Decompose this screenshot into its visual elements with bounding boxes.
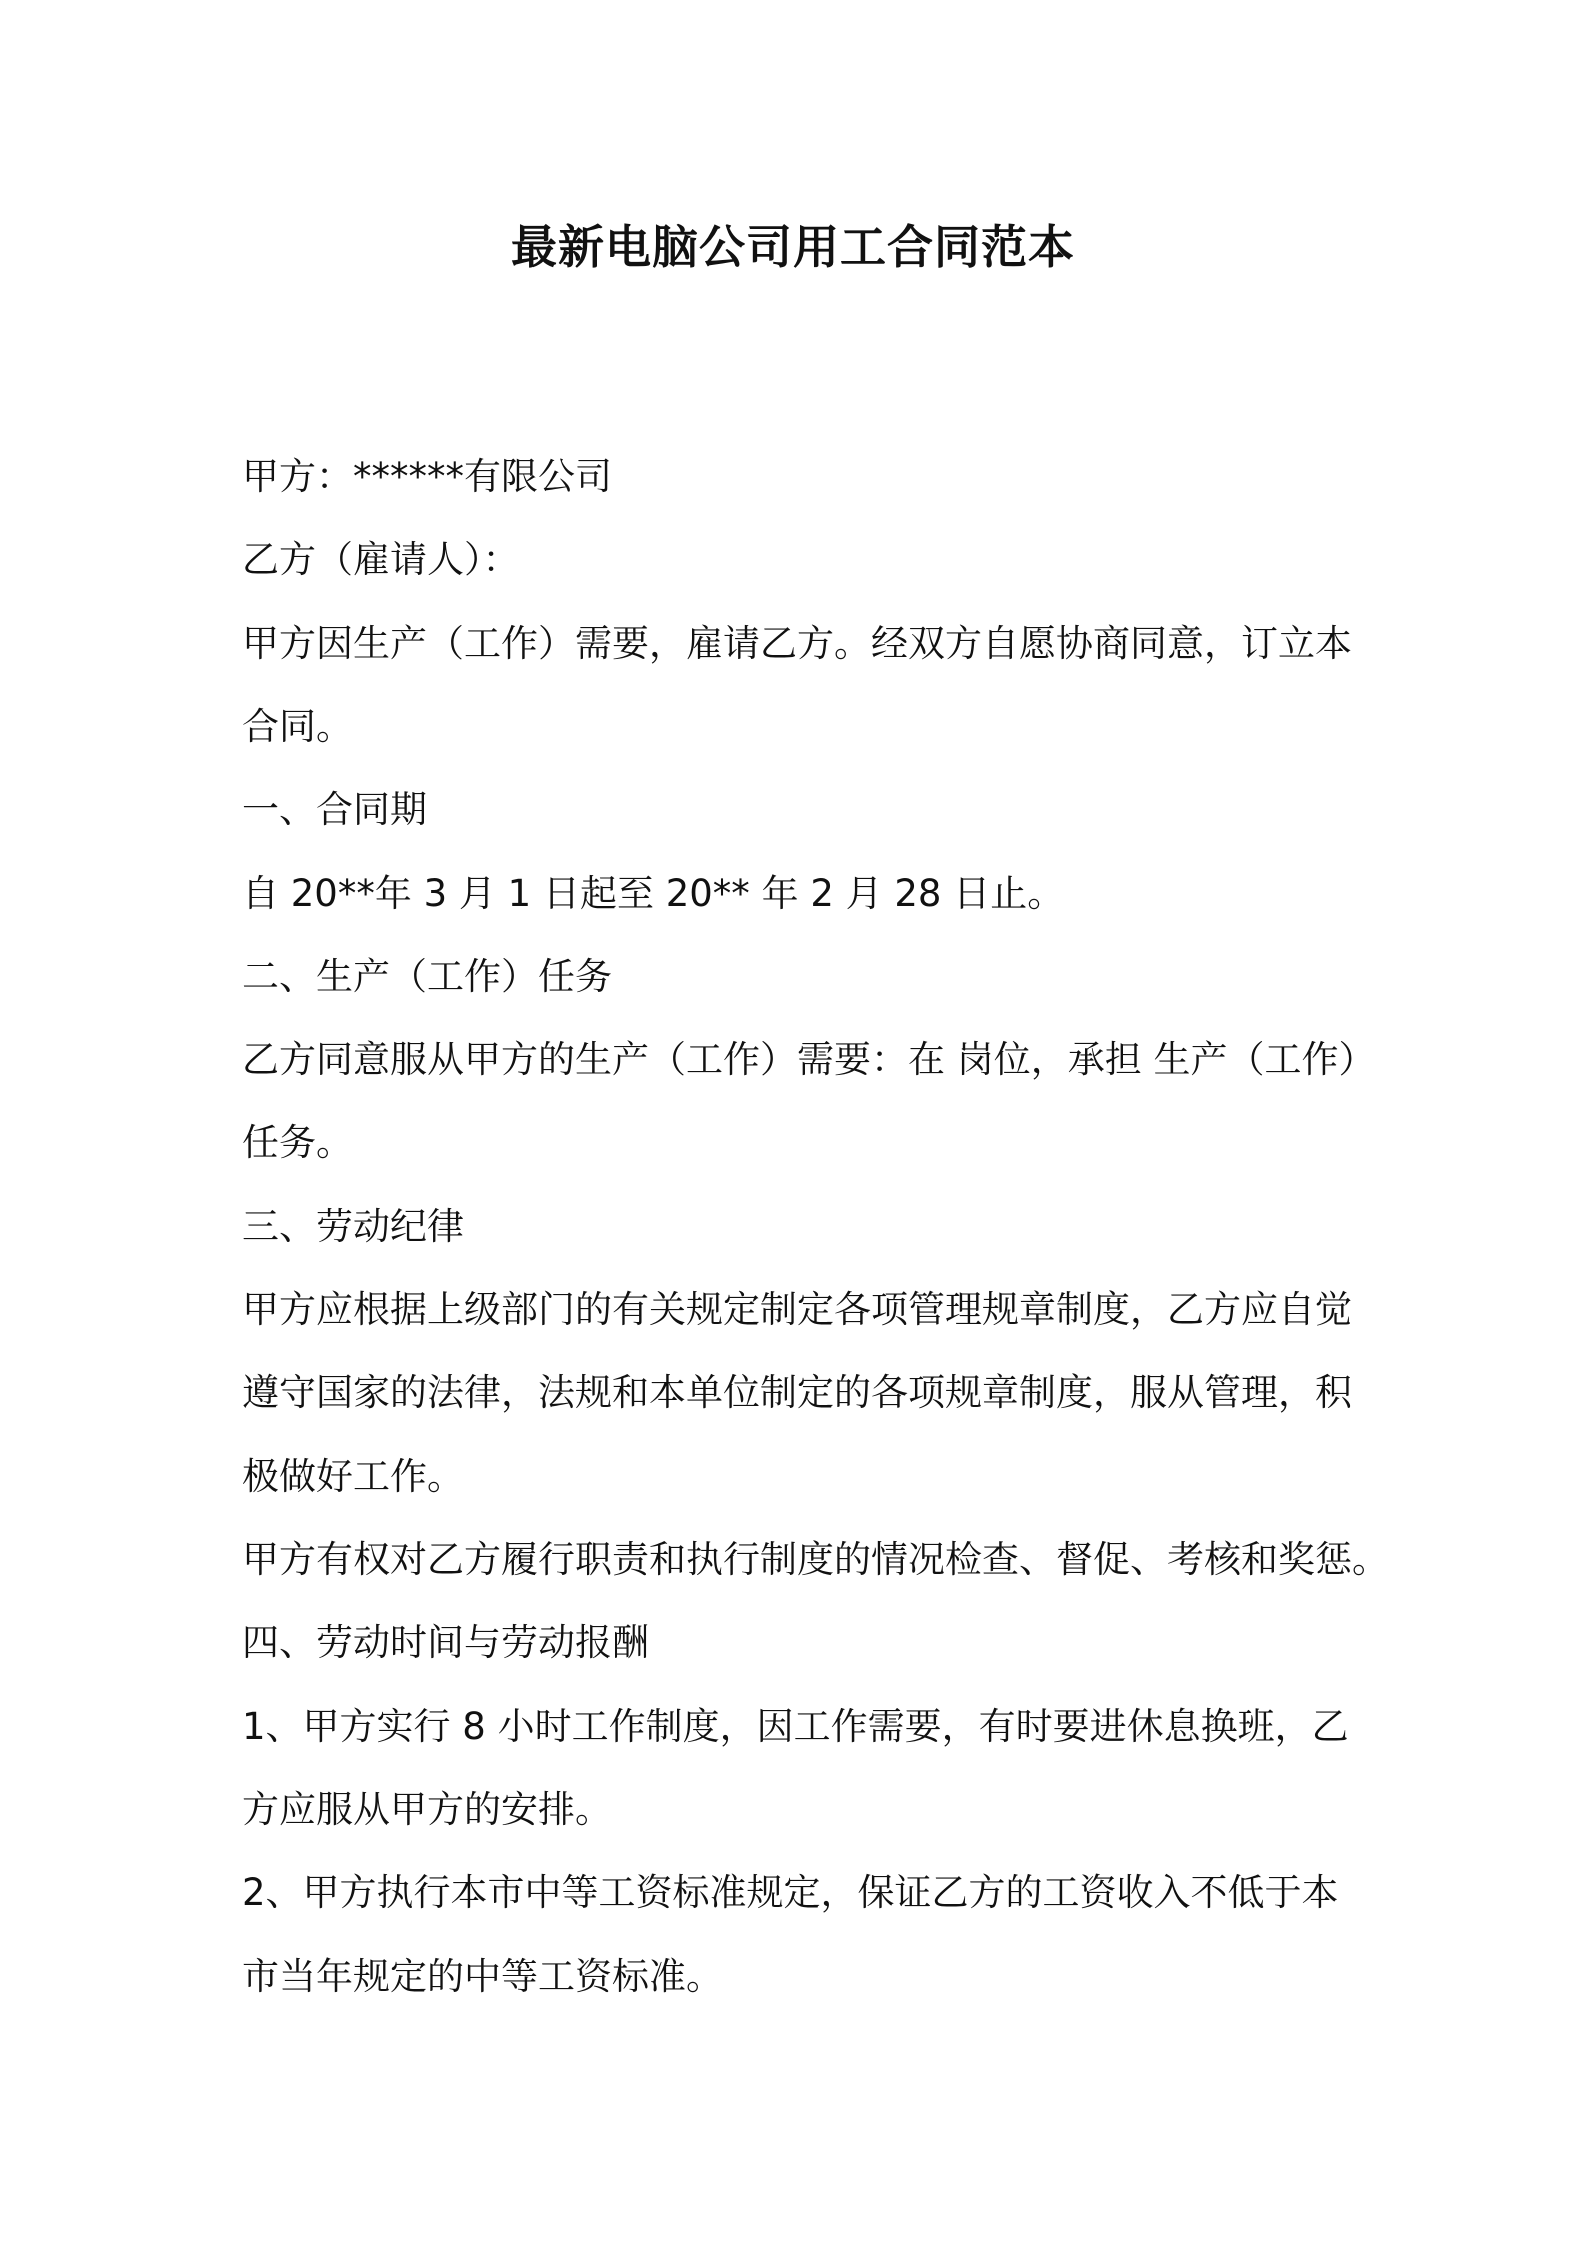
preamble-line: 合同。 <box>242 705 353 748</box>
paragraph-line: 甲方有权对乙方履行职责和执行制度的情况检查、督促、考核和奖惩。 <box>242 1538 1389 1581</box>
document-title: 最新电脑公司用工合同范本 <box>511 220 1075 274</box>
paragraph-line: 市当年规定的中等工资标准。 <box>242 1955 723 1998</box>
party-a-line: 甲方：******有限公司 <box>242 455 612 498</box>
paragraph-line: 方应服从甲方的安排。 <box>242 1788 612 1831</box>
paragraph-line: 1、甲方实行 8 小时工作制度，因工作需要，有时要进休息换班，乙 <box>242 1705 1349 1748</box>
section-heading: 二、生产（工作）任务 <box>242 955 612 998</box>
section-heading: 四、劳动时间与劳动报酬 <box>242 1621 649 1664</box>
section-heading: 一、合同期 <box>242 788 427 831</box>
party-b-line: 乙方（雇请人）： <box>242 538 520 581</box>
paragraph-line: 自 20**年 3 月 1 日起至 20** 年 2 月 28 日止。 <box>242 872 1065 915</box>
paragraph-line: 遵守国家的法律，法规和本单位制定的各项规章制度，服从管理，积 <box>242 1371 1352 1414</box>
paragraph-line: 任务。 <box>242 1121 353 1164</box>
paragraph-line: 极做好工作。 <box>242 1455 464 1498</box>
paragraph-line: 乙方同意服从甲方的生产（工作）需要：在 岗位，承担 生产（工作） <box>242 1038 1376 1081</box>
paragraph-line: 2、甲方执行本市中等工资标准规定，保证乙方的工资收入不低于本 <box>242 1871 1339 1914</box>
preamble-line: 甲方因生产（工作）需要，雇请乙方。经双方自愿协商同意，订立本 <box>242 622 1352 665</box>
section-heading: 三、劳动纪律 <box>242 1205 464 1248</box>
paragraph-line: 甲方应根据上级部门的有关规定制定各项管理规章制度，乙方应自觉 <box>242 1288 1352 1331</box>
